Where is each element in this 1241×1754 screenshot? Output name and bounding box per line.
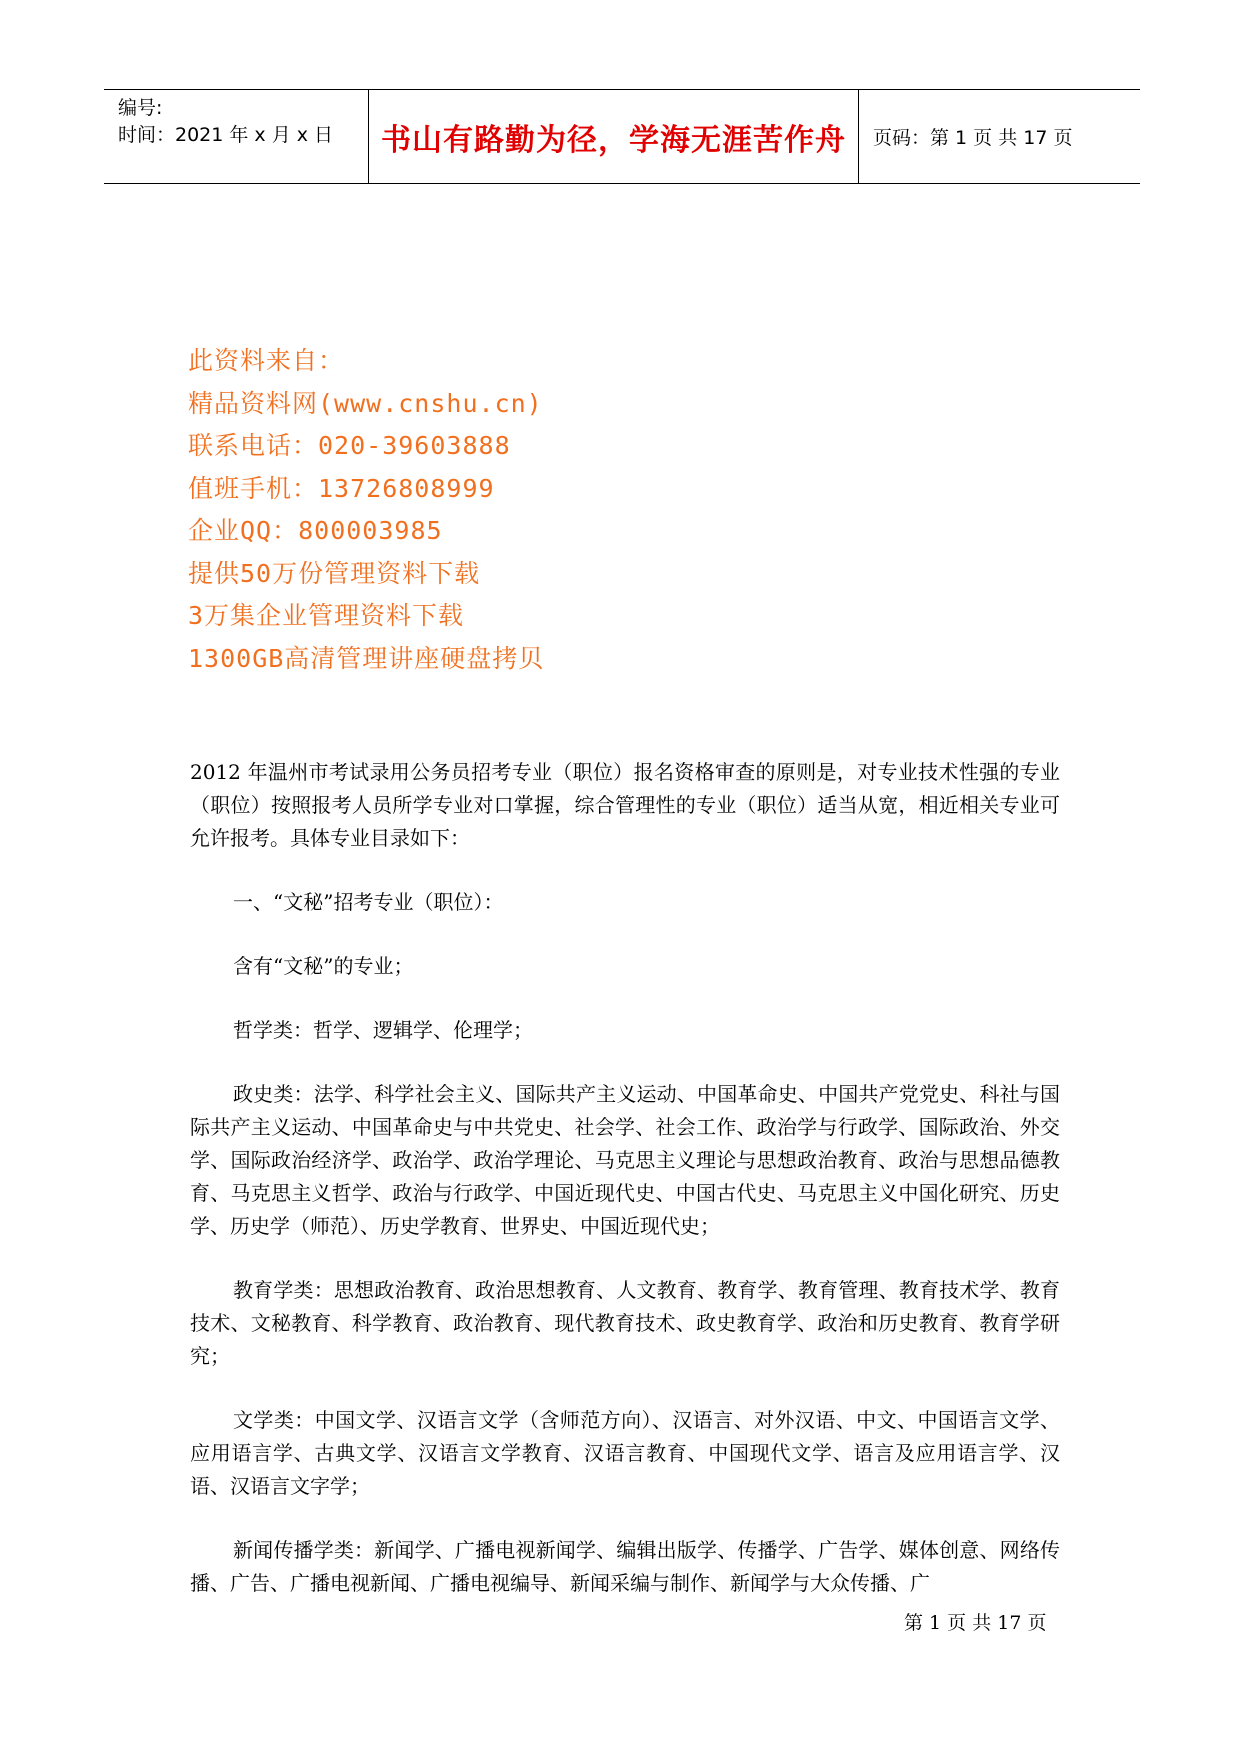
promo-line: 精品资料网(www.cnshu.cn) — [188, 388, 543, 418]
promo-line: 1300GB高清管理讲座硬盘拷贝 — [188, 643, 545, 673]
header-motto: 书山有路勤为径，学海无涯苦作舟 — [369, 90, 859, 183]
intro-paragraph: 2012 年温州市考试录用公务员招考专业（职位）报名资格审查的原则是，对专业技术性强的专业（职位）按照报考人员所学专业对口掌握，综合管理性的专业（职位）适当从宽，相近相关专业可允许报考。具体专业目录如下： — [190, 760, 1060, 850]
paragraph-education: 教育学类：思想政治教育、政治思想教育、人文教育、教育学、教育管理、教育技术学、教育技术、文秘教育、科学教育、政治教育、现代教育技术、政史教育学、政治和历史教育、教育学研究； — [190, 1278, 1060, 1368]
header-page-number: 页码：第 1 页 共 17 页 — [873, 127, 1073, 149]
header-meta-cell — [104, 90, 369, 183]
section-heading: 一、“文秘”招考专业（职位）： — [233, 890, 504, 914]
serial-number-label: 编号: — [118, 97, 163, 119]
promo-line: 联系电话：020-39603888 — [188, 431, 511, 460]
paragraph-literature: 文学类：中国文学、汉语言文学（含师范方向）、汉语言、对外汉语、中文、中国语言文学、应用语言学、古典文学、汉语言文学教育、汉语言教育、中国现代文学、语言及应用语言学、汉语、汉语言文字学； — [190, 1408, 1060, 1498]
page-footer: 第 1 页 共 17 页 — [904, 1612, 1047, 1634]
paragraph-journalism: 新闻传播学类：新闻学、广播电视新闻学、编辑出版学、传播学、广告学、媒体创意、网络传播、广告、广播电视新闻、广播电视编导、新闻采编与制作、新闻学与大众传播、广 — [190, 1538, 1060, 1595]
paragraph-philosophy: 哲学类：哲学、逻辑学、伦理学； — [233, 1018, 533, 1042]
time-label: 时间：2021 年 x 月 x 日 — [118, 124, 334, 146]
paragraph-politics-history: 政史类：法学、科学社会主义、国际共产主义运动、中国革命史、中国共产党党史、科社与国际共产主义运动、中国革命史与中共党史、社会学、社会工作、政治学与行政学、国际政治、外交学、国际政治经济学、政治学、政治学理论、马克思主义理论与思想政治教育、政治与思想品德教育、马克思主义哲学、政治与行政学、中国近现代史、中国古代史、马克思主义中国化研究、历史学、历史学（师范）、历史学教育、世界史、中国近现代史； — [190, 1082, 1060, 1238]
promo-line: 此资料来自： — [188, 346, 345, 375]
promo-line: 企业QQ：800003985 — [188, 516, 443, 545]
promo-line: 值班手机：13726808999 — [188, 473, 495, 503]
paragraph-wenmi: 含有“文秘”的专业； — [233, 954, 414, 978]
promo-line: 3万集企业管理资料下载 — [188, 601, 465, 630]
document-body — [190, 756, 1060, 1631]
source-promo-block — [188, 340, 544, 680]
promo-line: 提供50万份管理资料下载 — [188, 558, 481, 588]
document-header — [104, 89, 1140, 184]
